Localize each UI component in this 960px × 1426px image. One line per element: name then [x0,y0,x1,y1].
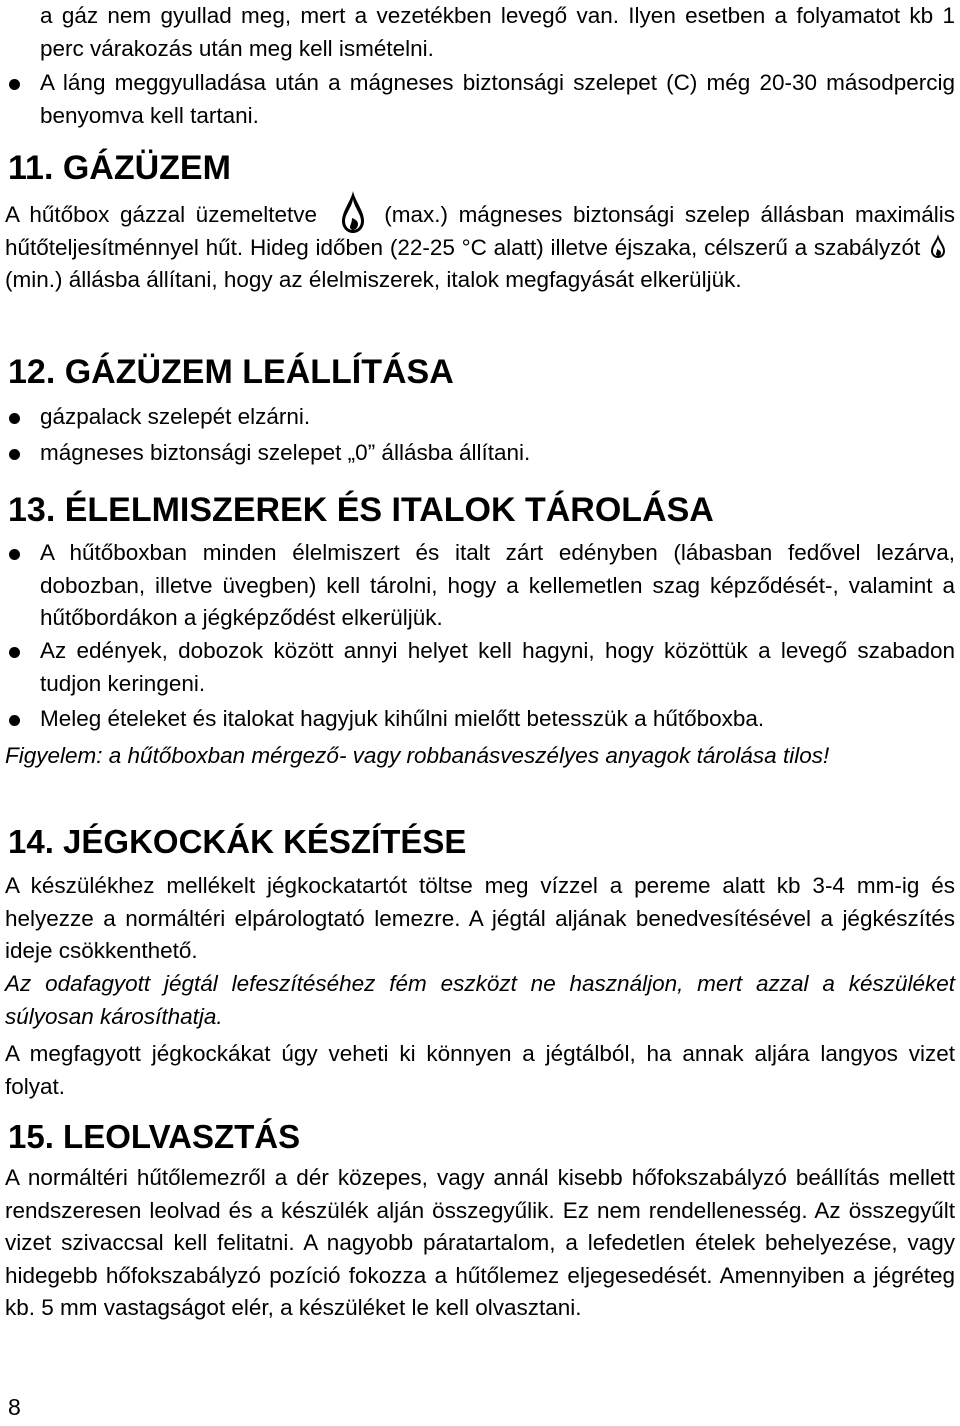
bullet-icon [9,413,20,424]
section-12-title: 12. GÁZÜZEM LEÁLLÍTÁSA [8,353,454,391]
bullet-icon [9,449,20,460]
flame-large-icon [338,190,368,234]
section-11-title: 11. GÁZÜZEM [8,149,231,187]
s13-item-text: A hűtőboxban minden élelmiszert és italt zárt edényben (lábasban fedővel lezárva, dobozban, illetve üvegben) kell tárolni, hogy a kellemetlen szag képződését-, valamint a hűtőbordákon a jégképződést elkerüljük. [40,540,955,631]
section-13-title: 13. ÉLELMISZEREK ÉS ITALOK TÁROLÁSA [8,491,714,529]
s13-list-item [40,635,955,700]
s12-item-text: mágneses biztonsági szelepet „0” állásba állítani. [40,440,531,465]
section-14-title: 14. JÉGKOCKÁK KÉSZÍTÉSE [8,823,467,860]
s13-list-item [40,703,955,736]
s12-item-text: gázpalack szelepét elzárni. [40,404,311,429]
bullet-icon [9,549,20,560]
s12-list-item [40,437,955,470]
s13-warning: Figyelem: a hűtőboxban mérgező- vagy robbanásveszélyes anyagok tárolása tilos! [5,743,830,768]
s11-text-part1: A hűtőbox gázzal üzemeltetve [5,202,317,227]
s12-list-item [40,401,955,434]
intro-bullet-text: A láng meggyulladása után a mágneses biztonsági szelepet (C) még 20-30 másodpercig benyomva kell tartani. [40,70,955,128]
s15-paragraph: A normáltéri hűtőlemezről a dér közepes, vagy annál kisebb hőfokszabályzó beállítás mellett rendszeresen leolvad és a készülék alján összegyűlik. Ez nem rendellenesség. Az összegyűlt vizet szivaccsal kell felitatni. A nagyobb páratartalom, a lefedetlen ételek behelyezése, vagy hidegebb hőfokszabályzó pozíció fokozza a hűtőlemez eljegesedését. Amennyiben a jégréteg kb. 5 mm vastagságot elér, a készüléket le kell olvasztani. [5,1165,955,1321]
s13-item-text: Meleg ételeket és italokat hagyjuk kihűlni mielőtt betesszük a hűtőboxba. [40,706,765,731]
s13-list-item [40,537,955,635]
bullet-icon [9,715,20,726]
bullet-icon [9,647,20,658]
page-number: 8 [8,1394,21,1420]
intro-continuation: a gáz nem gyullad meg, mert a vezetékben levegő van. Ilyen esetben a folyamatot kb 1 perc várakozás után meg kell ismételni. [40,3,955,61]
section-15-title: 15. LEOLVASZTÁS [8,1118,301,1155]
s11-text-part2: (max.) mágneses biztonsági szelep állásban maximális hűtőteljesítménnyel hűt. Hideg időben (22-25 °C alatt) illetve éjszaka, célszerű a szabályzót [5,202,955,260]
s14-paragraph-2: Az odafagyott jégtál lefeszítéséhez fém eszközt ne használjon, mert azzal a készüléket súlyosan károsíthatja. [5,971,955,1029]
bullet-icon [9,79,20,90]
section-11-text [5,199,955,297]
intro-bullet [40,67,955,132]
s13-item-text: Az edények, dobozok között annyi helyet kell hagyni, hogy közöttük a levegő szabadon tudjon keringeni. [40,638,955,696]
s11-text-part3: (min.) állásba állítani, hogy az élelmiszerek, italok megfagyását elkerüljük. [5,267,742,293]
s14-paragraph-3: A megfagyott jégkockákat úgy veheti ki könnyen a jégtálból, ha annak aljára langyos vizet folyat. [5,1041,955,1099]
s14-paragraph-1: A készülékhez mellékelt jégkockatartót töltse meg vízzel a pereme alatt kb 3-4 mm-ig és helyezze a normáltéri elpárologtató lemezre. A jégtál aljának benedvesítésével a jégkészítés ideje csökkenthető. [5,873,955,964]
flame-small-icon [929,233,947,259]
